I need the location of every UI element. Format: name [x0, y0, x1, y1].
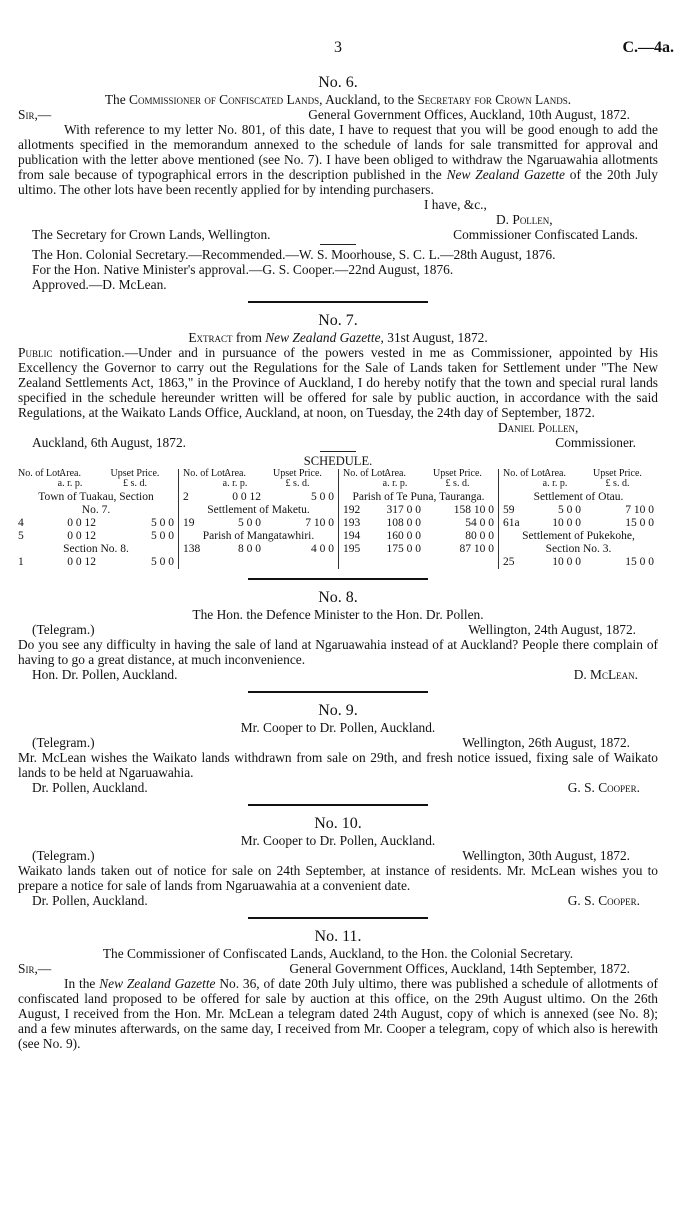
dateline: General Government Offices, Auckland, 14th September, 1872.: [289, 961, 630, 976]
schedule-header-cell: Upset Price. £ s. d.: [110, 468, 160, 489]
schedule-area: 317 0 0: [386, 504, 421, 516]
telegram-line: [18, 622, 658, 637]
schedule-row: [183, 517, 334, 530]
salutation-line: [18, 961, 658, 976]
schedule-area: 8 0 0: [238, 543, 261, 555]
schedule-row: [183, 543, 334, 556]
section-divider: [248, 804, 428, 806]
notification-body: Public notification.—Under and in pursuance of the powers vested in me as Commissioner, appointed by His Excellency the Governor to carry out the Regulations for the Sale of Lands taken for Settlement under "The New Zealand Settlements Act, 1863," in the Province of Auckland, I do hereby notify that the town and special rural lands specified in the schedule hereunder written will be offered for sale by public auction, in accordance with the said Regulations, at the Waikato Lands Office, Auckland, at noon, on Tuesday, the 24th day of September, 1872.: [18, 345, 658, 420]
schedule-lot: 5: [18, 530, 24, 542]
signature: D. McLean.: [573, 667, 638, 682]
schedule-header: [183, 469, 334, 491]
schedule-area: 10 0 0: [552, 556, 581, 568]
schedule-column: [18, 469, 178, 569]
schedule-lot: 1: [18, 556, 24, 568]
schedule-price: 5 0 0: [311, 491, 334, 503]
schedule-title: SCHEDULE.: [303, 454, 373, 468]
schedule-locality: Settlement of Otau.: [533, 491, 624, 503]
telegram-label: (Telegram.): [32, 622, 95, 637]
telegram-no-8: [18, 589, 658, 682]
schedule-locality: Town of Tuakau, Section: [38, 491, 154, 503]
schedule-row: [18, 530, 174, 543]
addressee-line: [18, 227, 658, 242]
schedule-locality: No. 7.: [81, 504, 111, 516]
addressee: Hon. Dr. Pollen, Auckland.: [32, 667, 178, 682]
schedule-area: 5 0 0: [558, 504, 581, 516]
schedule-header: [343, 469, 494, 491]
page-number: 3: [334, 39, 342, 56]
schedule-price: 54 0 0: [465, 517, 494, 529]
schedule-row: [18, 556, 174, 569]
schedule-row: [503, 556, 654, 569]
schedule-area: 10 0 0: [552, 517, 581, 529]
telegram-no-10: [18, 815, 658, 908]
schedule-header-cell: No. of Lot.: [183, 468, 228, 479]
schedule-lot: 195: [343, 543, 361, 555]
schedule-row: [183, 491, 334, 504]
document-code: C.—4a.: [622, 39, 674, 56]
schedule-column: [498, 469, 658, 569]
telegram-label: (Telegram.): [32, 848, 95, 863]
schedule-lot: 193: [343, 517, 361, 529]
extract-no-7: [18, 312, 658, 569]
addressee: Dr. Pollen, Auckland.: [32, 780, 148, 795]
schedule-row: [343, 504, 494, 517]
divider: [320, 451, 356, 452]
addressee-line: [18, 780, 658, 795]
section-title: The Commissioner of Confiscated Lands, Auckland, to the Hon. the Colonial Secretary.: [102, 946, 574, 961]
telegram-label: (Telegram.): [32, 735, 95, 750]
schedule-area: 0 0 12: [67, 530, 96, 542]
schedule-area: 108 0 0: [386, 517, 421, 529]
signer-title: Commissioner Confiscated Lands.: [453, 227, 638, 242]
dateline: Wellington, 24th August, 1872.: [468, 622, 636, 637]
section-number: No. 10.: [314, 815, 362, 832]
section-divider: [248, 578, 428, 580]
schedule-header-cell: Upset Price. £ s. d.: [593, 468, 642, 489]
schedule-locality: Section No. 8.: [63, 543, 129, 555]
section-divider: [248, 917, 428, 919]
schedule-column: [338, 469, 498, 569]
document-page: [18, 0, 674, 1051]
section-title: Mr. Cooper to Dr. Pollen, Auckland.: [240, 720, 436, 735]
letter-body: In the New Zealand Gazette No. 36, of date 20th July ultimo, there was published a schedule of allotments of confiscated land proposed to be offered for sale by auction at this office, on the 29th August ultimo. On the 26th August, I received from the Hon. Mr. McLean a telegram dated 24th August, copy of which is annexed (see No. 8); and a few minutes afterwards, on the same day, I received from Mr. Cooper a telegram, copy of which also is herewith (see No. 9).: [18, 976, 658, 1051]
section-title: Extract from New Zealand Gazette, 31st August, 1872.: [188, 330, 488, 345]
section-title: The Hon. the Defence Minister to the Hon. Dr. Pollen.: [192, 607, 484, 622]
addressee: Dr. Pollen, Auckland.: [32, 893, 148, 908]
schedule-price: 5 0 0: [151, 517, 174, 529]
salutation-line: [18, 107, 658, 122]
telegram-line: [18, 735, 658, 750]
schedule-header-cell: No. of Lot.: [343, 468, 388, 479]
schedule-header-cell: No. of Lot.: [18, 468, 63, 479]
telegram-line: [18, 848, 658, 863]
schedule-row: [343, 530, 494, 543]
schedule-price: 4 0 0: [311, 543, 334, 555]
schedule-lot: 4: [18, 517, 24, 529]
schedule-area: 160 0 0: [386, 530, 421, 542]
schedule-locality: Section No. 3.: [545, 543, 612, 555]
telegram-body: Waikato lands taken out of notice for sale on 24th September, at instance of residents. Mr. McLean wishes you to prepare a notice for sale of lands from Ngaruawahia at a convenient date.: [18, 863, 658, 893]
section-number: No. 6.: [318, 74, 358, 91]
schedule-table: [18, 469, 658, 569]
schedule-header: [503, 469, 654, 491]
page-header: [18, 0, 674, 56]
signature: G. S. Cooper.: [567, 780, 640, 795]
schedule-price: 5 0 0: [151, 556, 174, 568]
letter-no-11: [18, 928, 658, 1051]
signer-title: Commissioner.: [555, 435, 636, 450]
schedule-price: 15 0 0: [625, 556, 654, 568]
telegram-body: Do you see any difficulty in having the sale of land at Ngaruawahia instead of at Auckland? People there complain of having to go a great distance, at much inconvenience.: [18, 637, 658, 667]
letter-no-6: [18, 74, 658, 292]
section-number: No. 11.: [314, 928, 362, 945]
dateline: General Government Offices, Auckland, 10th August, 1872.: [308, 107, 630, 122]
section-divider: [248, 301, 428, 303]
place-date-line: [18, 435, 658, 450]
schedule-header-cell: Area. a. r. p.: [222, 468, 248, 489]
schedule-lot: 19: [183, 517, 195, 529]
place-date: Auckland, 6th August, 1872.: [32, 435, 186, 450]
schedule-header: [18, 469, 174, 491]
schedule-row: [343, 543, 494, 556]
schedule-lot: 194: [343, 530, 361, 542]
schedule-header-cell: Area. a. r. p.: [57, 468, 83, 489]
section-number: No. 9.: [318, 702, 358, 719]
schedule-grid: [18, 469, 658, 569]
signature: G. S. Cooper.: [567, 893, 640, 908]
schedule-price: 5 0 0: [151, 530, 174, 542]
schedule-lot: 61a: [503, 517, 520, 529]
schedule-area: 0 0 12: [67, 556, 96, 568]
minute-3: Approved.—D. McLean.: [32, 277, 167, 292]
schedule-header-cell: Upset Price. £ s. d.: [433, 468, 482, 489]
schedule-lot: 25: [503, 556, 515, 568]
schedule-locality: Settlement of Maketu.: [207, 504, 310, 516]
schedule-price: 87 10 0: [459, 543, 494, 555]
schedule-header-cell: Area. a. r. p.: [542, 468, 568, 489]
schedule-header-cell: No. of Lot.: [503, 468, 548, 479]
schedule-price: 7 10 0: [625, 504, 654, 516]
schedule-lot: 192: [343, 504, 361, 516]
schedule-area: 0 0 12: [232, 491, 261, 503]
addressee-line: [18, 893, 658, 908]
section-number: No. 8.: [318, 589, 358, 606]
schedule-column: [178, 469, 338, 569]
minute-2: For the Hon. Native Minister's approval.—G. S. Cooper.—22nd August, 1876.: [32, 262, 454, 277]
letter-body: With reference to my letter No. 801, of this date, I have to request that you will be good enough to add the allotments specified in the memorandum annexed to the schedule of lands for sale transmitted for approval and publication with the letter above mentioned (see No. 7). I have been obliged to withdraw the Ngaruawahia allotments from sale because of typographical errors in the description published in the New Zealand Gazette of the 20th July ultimo. The other lots have been recently applied for by intending purchasers.: [18, 122, 658, 197]
schedule-area: 5 0 0: [238, 517, 261, 529]
schedule-lot: 2: [183, 491, 189, 503]
addressee-line: [18, 667, 658, 682]
dateline: Wellington, 26th August, 1872.: [462, 735, 630, 750]
telegram-no-9: [18, 702, 658, 795]
schedule-price: 15 0 0: [625, 517, 654, 529]
schedule-price: 158 10 0: [453, 504, 494, 516]
schedule-lot: 138: [183, 543, 201, 555]
salutation: Sir,—: [18, 961, 52, 976]
section-divider: [248, 691, 428, 693]
schedule-row: [343, 517, 494, 530]
schedule-area: 175 0 0: [386, 543, 421, 555]
schedule-header-cell: Upset Price. £ s. d.: [273, 468, 322, 489]
section-title: The Commissioner of Confiscated Lands, Auckland, to the Secretary for Crown Lands.: [104, 92, 572, 107]
telegram-body: Mr. McLean wishes the Waikato lands withdrawn from sale on 29th, and fresh notice issued, fixing sale of Waikato lands to be held at Ngaruawahia.: [18, 750, 658, 780]
salutation: Sir,—: [18, 107, 52, 122]
section-title: Mr. Cooper to Dr. Pollen, Auckland.: [240, 833, 436, 848]
schedule-header-cell: Area. a. r. p.: [382, 468, 408, 489]
schedule-row: [18, 517, 174, 530]
section-number: No. 7.: [318, 312, 358, 329]
schedule-locality: Settlement of Pukekohe,: [522, 530, 635, 542]
addressee: The Secretary for Crown Lands, Wellington.: [32, 227, 271, 242]
schedule-area: 0 0 12: [67, 517, 96, 529]
schedule-locality: Parish of Mangatawhiri.: [202, 530, 315, 542]
schedule-row: [503, 504, 654, 517]
schedule-price: 80 0 0: [465, 530, 494, 542]
schedule-price: 7 10 0: [305, 517, 334, 529]
schedule-locality: Parish of Te Puna, Tauranga.: [352, 491, 485, 503]
minute-1: The Hon. Colonial Secretary.—Recommended.—W. S. Moorhouse, S. C. L.—28th August, 1876.: [32, 247, 556, 262]
divider: [320, 244, 356, 245]
dateline: Wellington, 30th August, 1872.: [462, 848, 630, 863]
signature: Daniel Pollen,: [498, 420, 579, 435]
schedule-lot: 59: [503, 504, 515, 516]
closing: I have, &c.,: [424, 197, 487, 212]
signature: D. Pollen,: [496, 212, 553, 227]
schedule-row: [503, 517, 654, 530]
